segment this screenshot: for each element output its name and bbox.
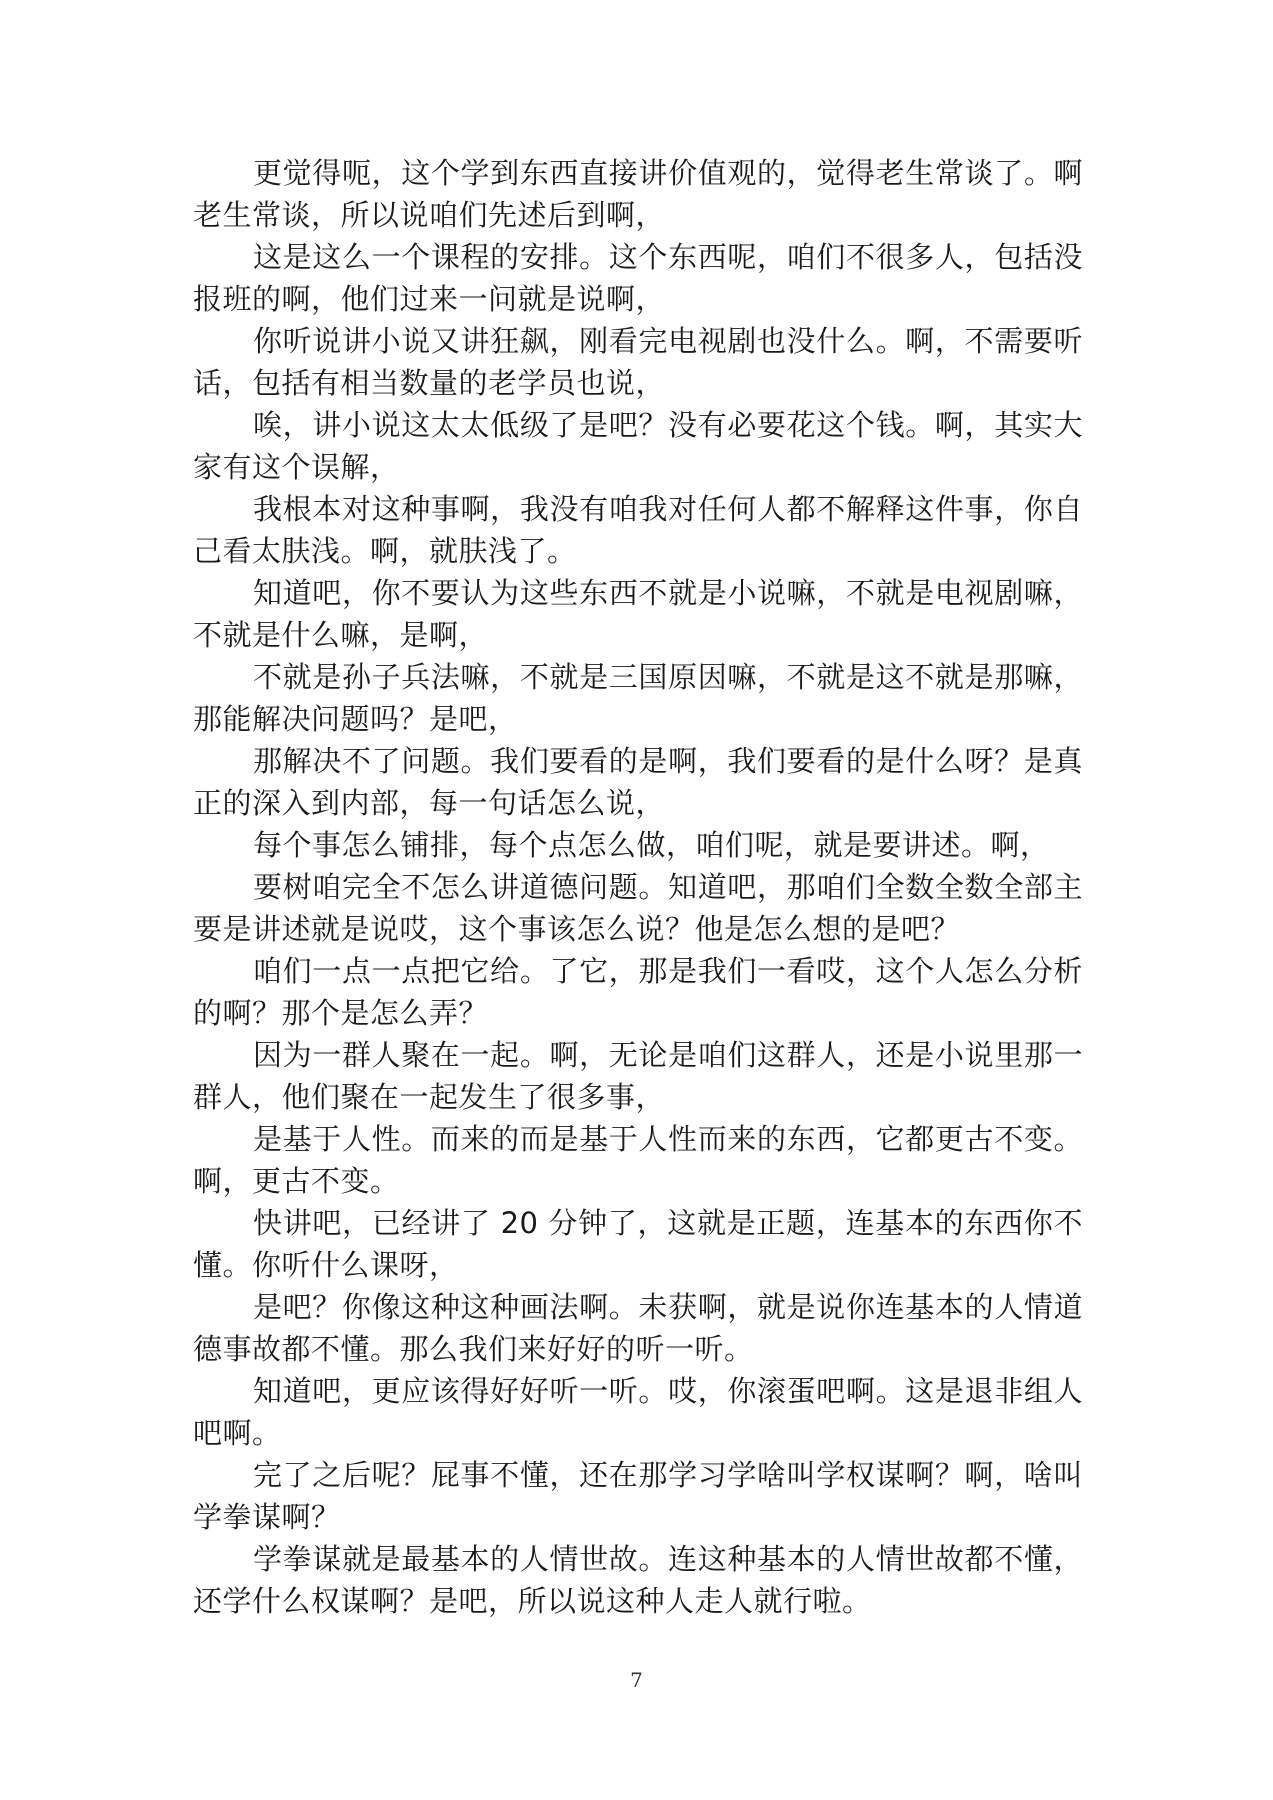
page-number: 7 xyxy=(630,1668,643,1692)
paragraph-17: 完了之后呢？屁事不懂，还在那学习学啥叫学权谋啊？啊，啥叫学拳谋啊？ xyxy=(193,1458,1083,1534)
paragraph-7: 不就是孙子兵法嘛，不就是三国原因嘛，不就是这不就是那嘛，那能解决问题吗？是吧， xyxy=(193,660,1083,736)
paragraph-15: 是吧？你像这种这种画法啊。未获啊，就是说你连基本的人情道德事故都不懂。那么我们来好好的听一听。 xyxy=(193,1290,1083,1366)
body-text xyxy=(193,152,1083,1622)
paragraph-6: 知道吧，你不要认为这些东西不就是小说嘛，不就是电视剧嘛，不就是什么嘛，是啊， xyxy=(193,576,1083,652)
paragraph-11: 咱们一点一点把它给。了它，那是我们一看哎，这个人怎么分析的啊？那个是怎么弄？ xyxy=(193,954,1083,1030)
paragraph-4: 唉，讲小说这太太低级了是吧？没有必要花这个钱。啊，其实大家有这个误解， xyxy=(193,408,1083,484)
paragraph-10: 要树咱完全不怎么讲道德问题。知道吧，那咱们全数全数全部主要是讲述就是说哎，这个事该怎么说？他是怎么想的是吧？ xyxy=(193,870,1083,946)
paragraph-13: 是基于人性。而来的而是基于人性而来的东西，它都更古不变。啊，更古不变。 xyxy=(193,1122,1083,1198)
paragraph-9: 每个事怎么铺排，每个点怎么做，咱们呢，就是要讲述。啊， xyxy=(253,828,1050,862)
paragraph-2: 这是这么一个课程的安排。这个东西呢，咱们不很多人，包括没报班的啊，他们过来一问就是说啊， xyxy=(193,240,1083,316)
paragraph-16: 知道吧，更应该得好好听一听。哎，你滚蛋吧啊。这是退非组人吧啊。 xyxy=(193,1374,1083,1450)
paragraph-1: 更觉得呃，这个学到东西直接讲价值观的，觉得老生常谈了。啊老生常谈，所以说咱们先述后到啊， xyxy=(193,156,1083,232)
paragraph-14: 快讲吧，已经讲了 20 分钟了，这就是正题，连基本的东西你不懂。你听什么课呀， xyxy=(193,1206,1083,1282)
paragraph-5: 我根本对这种事啊，我没有咱我对任何人都不解释这件事，你自己看太肤浅。啊，就肤浅了。 xyxy=(193,492,1083,568)
paragraph-8: 那解决不了问题。我们要看的是啊，我们要看的是什么呀？是真正的深入到内部，每一句话怎么说， xyxy=(193,744,1083,820)
paragraph-18: 学拳谋就是最基本的人情世故。连这种基本的人情世故都不懂，还学什么权谋啊？是吧，所以说这种人走人就行啦。 xyxy=(193,1542,1083,1618)
paragraph-3: 你听说讲小说又讲狂飙，刚看完电视剧也没什么。啊，不需要听话，包括有相当数量的老学员也说， xyxy=(193,324,1083,400)
paragraph-12: 因为一群人聚在一起。啊，无论是咱们这群人，还是小说里那一群人，他们聚在一起发生了很多事， xyxy=(193,1038,1083,1114)
